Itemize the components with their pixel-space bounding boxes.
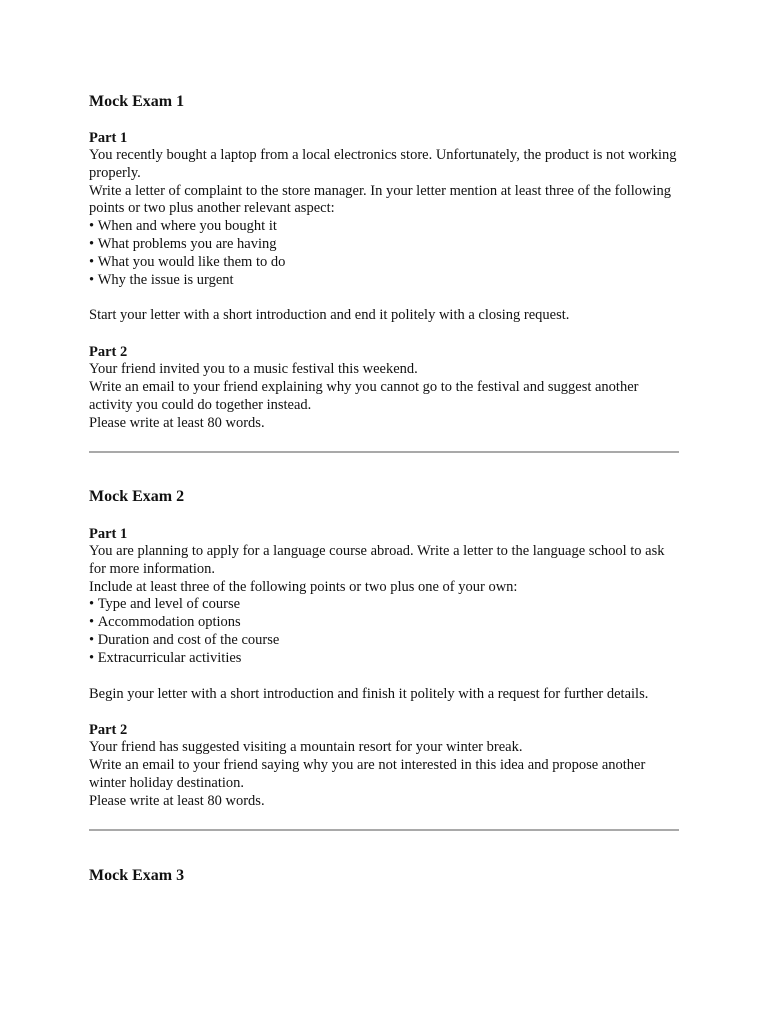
bullet-item: • Duration and cost of the course	[89, 632, 679, 650]
section-divider	[89, 451, 679, 453]
word-count-instruction: Please write at least 80 words.	[89, 414, 265, 431]
bullet-list	[89, 596, 679, 667]
part-heading: Part 1	[89, 130, 128, 146]
word-count-instruction: Please write at least 80 words.	[89, 792, 265, 809]
exam-section-3	[89, 866, 679, 886]
task-paragraph: Write an email to your friend explaining why you cannot go to the festival and suggest another activity you could do together instead.	[89, 378, 639, 413]
bullet-item: • What you would like them to do	[89, 254, 679, 272]
closing-instruction: Begin your letter with a short introduction and finish it politely with a request for further details.	[89, 685, 649, 702]
exam-title: Mock Exam 1	[89, 93, 185, 110]
task-paragraph: Your friend has suggested visiting a mountain resort for your winter break.	[89, 739, 523, 756]
exam-section-1	[89, 92, 679, 432]
closing-instruction: Start your letter with a short introduction and end it politely with a closing request.	[89, 307, 570, 324]
bullet-list	[89, 218, 679, 289]
part-heading: Part 1	[89, 526, 128, 542]
part-heading: Part 2	[89, 722, 128, 739]
part-heading: Part 2	[89, 344, 128, 361]
bullet-item: • What problems you are having	[89, 236, 679, 254]
bullet-item: • Extracurricular activities	[89, 650, 679, 668]
task-paragraph: Write an email to your friend saying why you are not interested in this idea and propose another winter holiday destination.	[89, 757, 646, 791]
bullet-item: • Accommodation options	[89, 614, 679, 632]
task-paragraph: Your friend invited you to a music festival this weekend.	[89, 361, 418, 378]
bullet-item: • Why the issue is urgent	[89, 272, 679, 290]
section-divider	[89, 829, 679, 831]
exam-section-2	[89, 487, 679, 811]
bullet-item: • Type and level of course	[89, 596, 679, 614]
task-paragraph: You are planning to apply for a language course abroad. Write a letter to the language school to ask for more information.	[89, 543, 665, 577]
exam-title: Mock Exam 2	[89, 488, 185, 505]
task-paragraph: Include at least three of the following points or two plus one of your own:	[89, 578, 518, 595]
exam-title: Mock Exam 3	[89, 867, 185, 884]
bullet-item: • When and where you bought it	[89, 218, 679, 236]
task-paragraph: You recently bought a laptop from a local electronics store. Unfortunately, the product is not working properly.	[89, 147, 677, 181]
task-paragraph: Write a letter of complaint to the store manager. In your letter mention at least three of the following points or two plus another relevant aspect:	[89, 182, 672, 217]
